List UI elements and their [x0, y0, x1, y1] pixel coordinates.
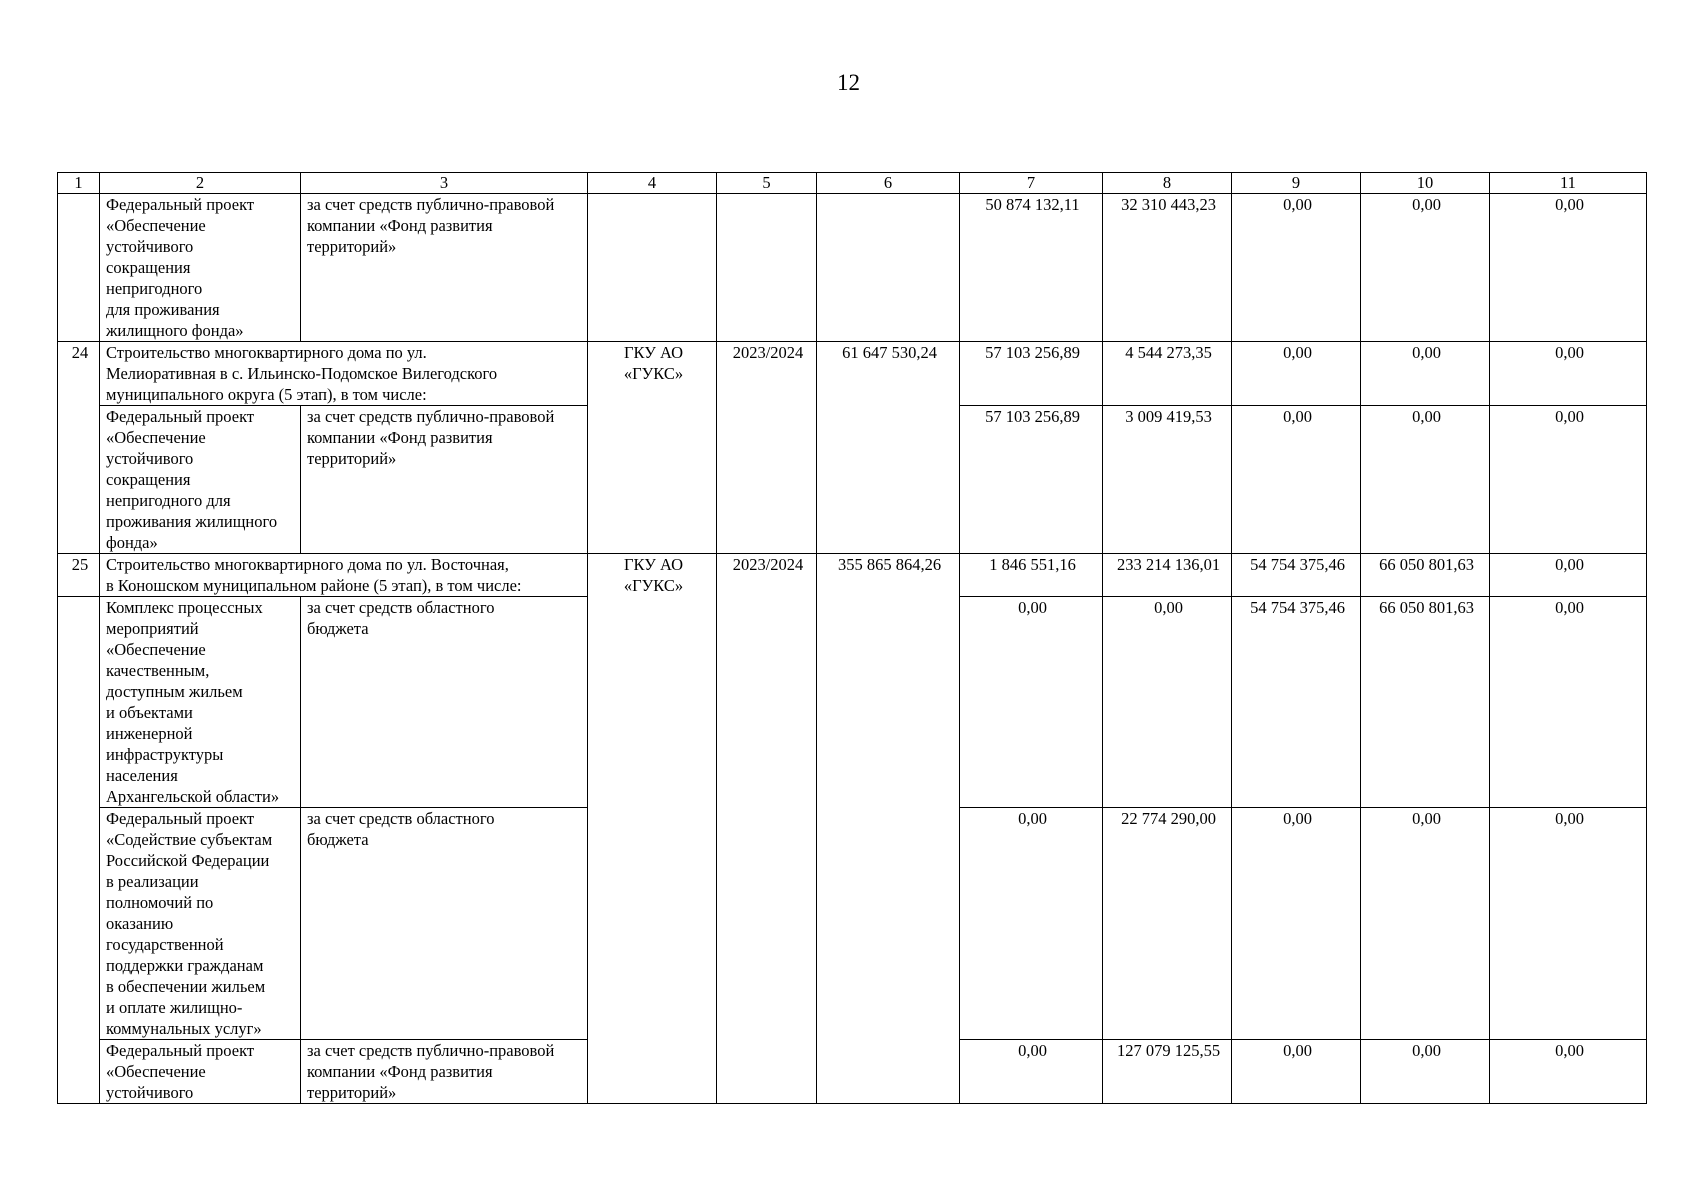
table-row	[58, 554, 1647, 597]
text-line: коммунальных услуг»	[106, 1019, 262, 1038]
period-cell: 2023/2024	[717, 342, 817, 554]
value-cell: 0,00	[960, 597, 1103, 808]
header-cell: 5	[717, 173, 817, 194]
executor-cell	[588, 342, 717, 554]
value-cell: 0,00	[1490, 194, 1647, 342]
text-line: ГКУ АО	[623, 343, 684, 362]
value-cell: 0,00	[1490, 808, 1647, 1040]
text-line: за счет средств публично-правовой	[307, 407, 555, 426]
budget-source-cell	[301, 1040, 588, 1104]
text-line: за счет средств областного	[307, 809, 495, 828]
budget-table	[57, 172, 1647, 1104]
text-line: устойчивого	[106, 1083, 194, 1102]
value-cell: 0,00	[1490, 342, 1647, 406]
text-line: населения	[106, 766, 178, 785]
value-cell: 0,00	[1361, 1040, 1490, 1104]
text-line: «ГУКС»	[623, 576, 684, 595]
header-row	[58, 173, 1647, 194]
header-cell: 8	[1103, 173, 1232, 194]
text-line: и оплате жилищно-	[106, 998, 243, 1017]
text-line: муниципального округа (5 этап), в том числе:	[106, 385, 427, 404]
text-line: территорий»	[307, 237, 397, 256]
text-line: непригодного	[106, 279, 203, 298]
row-number-cell: 24	[58, 342, 100, 554]
text-line: поддержки гражданам	[106, 956, 264, 975]
value-cell: 0,00	[960, 808, 1103, 1040]
text-line: доступным жильем	[106, 682, 243, 701]
value-cell: 233 214 136,01	[1103, 554, 1232, 597]
text-line: в Коношском муниципальном районе (5 этап), в том числе:	[106, 576, 522, 595]
total-cell	[817, 194, 960, 342]
value-cell: 0,00	[1361, 406, 1490, 554]
header-cell: 3	[301, 173, 588, 194]
value-cell: 0,00	[1232, 406, 1361, 554]
text-line: бюджета	[307, 830, 369, 849]
period-cell	[717, 194, 817, 342]
value-cell: 4 544 273,35	[1103, 342, 1232, 406]
text-line: Федеральный проект	[106, 809, 255, 828]
row-number-cell	[58, 597, 100, 1104]
text-line: территорий»	[307, 1083, 397, 1102]
header-cell: 7	[960, 173, 1103, 194]
budget-source-cell	[301, 406, 588, 554]
header-cell: 10	[1361, 173, 1490, 194]
text-line: Архангельской области»	[106, 787, 280, 806]
header-cell: 6	[817, 173, 960, 194]
value-cell: 0,00	[1232, 1040, 1361, 1104]
header-cell: 11	[1490, 173, 1647, 194]
value-cell: 3 009 419,53	[1103, 406, 1232, 554]
funding-source-cell	[100, 1040, 301, 1104]
text-line: за счет средств публично-правовой	[307, 1041, 555, 1060]
text-line: фонда»	[106, 533, 158, 552]
value-cell: 0,00	[960, 1040, 1103, 1104]
text-line: компании «Фонд развития	[307, 216, 493, 235]
value-cell: 0,00	[1361, 342, 1490, 406]
text-line: ГКУ АО	[623, 555, 684, 574]
value-cell: 1 846 551,16	[960, 554, 1103, 597]
text-line: качественным,	[106, 661, 210, 680]
period-cell: 2023/2024	[717, 554, 817, 1104]
text-line: для проживания	[106, 300, 220, 319]
text-line: и объектами	[106, 703, 193, 722]
value-cell: 0,00	[1232, 342, 1361, 406]
value-cell: 0,00	[1232, 808, 1361, 1040]
text-line: в реализации	[106, 872, 199, 891]
value-cell: 0,00	[1361, 808, 1490, 1040]
header-cell: 2	[100, 173, 301, 194]
value-cell: 0,00	[1490, 406, 1647, 554]
value-cell: 127 079 125,55	[1103, 1040, 1232, 1104]
budget-source-cell	[301, 597, 588, 808]
value-cell: 0,00	[1490, 554, 1647, 597]
text-line: Мелиоративная в с. Ильинско-Подомское Вилегодского	[106, 364, 498, 383]
text-line: Российской Федерации	[106, 851, 270, 870]
text-line: Строительство многоквартирного дома по ул.	[106, 343, 427, 362]
object-title-cell	[100, 554, 588, 597]
text-line: сокращения	[106, 258, 191, 277]
text-line: устойчивого	[106, 237, 194, 256]
table-row	[58, 194, 1647, 342]
text-line: Комплекс процессных	[106, 598, 263, 617]
table-row	[58, 342, 1647, 406]
text-line: полномочий по	[106, 893, 214, 912]
text-line: сокращения	[106, 470, 191, 489]
value-cell: 66 050 801,63	[1361, 597, 1490, 808]
budget-source-cell	[301, 194, 588, 342]
text-line: бюджета	[307, 619, 369, 638]
text-line: «Обеспечение	[106, 1062, 206, 1081]
value-cell: 66 050 801,63	[1361, 554, 1490, 597]
text-line: компании «Фонд развития	[307, 1062, 493, 1081]
budget-source-cell	[301, 808, 588, 1040]
row-number-cell	[58, 194, 100, 342]
text-line: Федеральный проект	[106, 1041, 255, 1060]
header-cell: 9	[1232, 173, 1361, 194]
funding-source-cell	[100, 597, 301, 808]
text-line: Строительство многоквартирного дома по ул. Восточная,	[106, 555, 509, 574]
value-cell: 0,00	[1490, 1040, 1647, 1104]
total-cell: 355 865 864,26	[817, 554, 960, 1104]
text-line: жилищного фонда»	[106, 321, 244, 340]
value-cell: 0,00	[1232, 194, 1361, 342]
object-title-cell	[100, 342, 588, 406]
text-line: инфраструктуры	[106, 745, 224, 764]
text-line: оказанию	[106, 914, 174, 933]
value-cell: 57 103 256,89	[960, 342, 1103, 406]
value-cell: 0,00	[1361, 194, 1490, 342]
text-line: территорий»	[307, 449, 397, 468]
value-cell: 57 103 256,89	[960, 406, 1103, 554]
text-line: «Обеспечение	[106, 428, 206, 447]
value-cell: 22 774 290,00	[1103, 808, 1232, 1040]
text-line: Федеральный проект	[106, 195, 255, 214]
text-line: за счет средств публично-правовой	[307, 195, 555, 214]
text-line: устойчивого	[106, 449, 194, 468]
text-line: «Обеспечение	[106, 216, 206, 235]
page-number: 12	[837, 70, 860, 95]
text-line: мероприятий	[106, 619, 199, 638]
text-line: за счет средств областного	[307, 598, 495, 617]
text-line: «Содействие субъектам	[106, 830, 273, 849]
value-cell: 0,00	[1103, 597, 1232, 808]
text-line: проживания жилищного	[106, 512, 278, 531]
funding-source-cell	[100, 808, 301, 1040]
executor-cell	[588, 554, 717, 1104]
text-line: Федеральный проект	[106, 407, 255, 426]
value-cell: 32 310 443,23	[1103, 194, 1232, 342]
value-cell: 0,00	[1490, 597, 1647, 808]
value-cell: 54 754 375,46	[1232, 554, 1361, 597]
text-line: государственной	[106, 935, 224, 954]
text-line: компании «Фонд развития	[307, 428, 493, 447]
text-line: инженерной	[106, 724, 193, 743]
row-number-cell: 25	[58, 554, 100, 597]
header-cell: 1	[58, 173, 100, 194]
header-cell: 4	[588, 173, 717, 194]
total-cell: 61 647 530,24	[817, 342, 960, 554]
value-cell: 50 874 132,11	[960, 194, 1103, 342]
executor-cell	[588, 194, 717, 342]
value-cell: 54 754 375,46	[1232, 597, 1361, 808]
text-line: «Обеспечение	[106, 640, 206, 659]
funding-source-cell	[100, 406, 301, 554]
funding-source-cell	[100, 194, 301, 342]
text-line: в обеспечении жильем	[106, 977, 266, 996]
text-line: непригодного для	[106, 491, 231, 510]
text-line: «ГУКС»	[623, 364, 684, 383]
